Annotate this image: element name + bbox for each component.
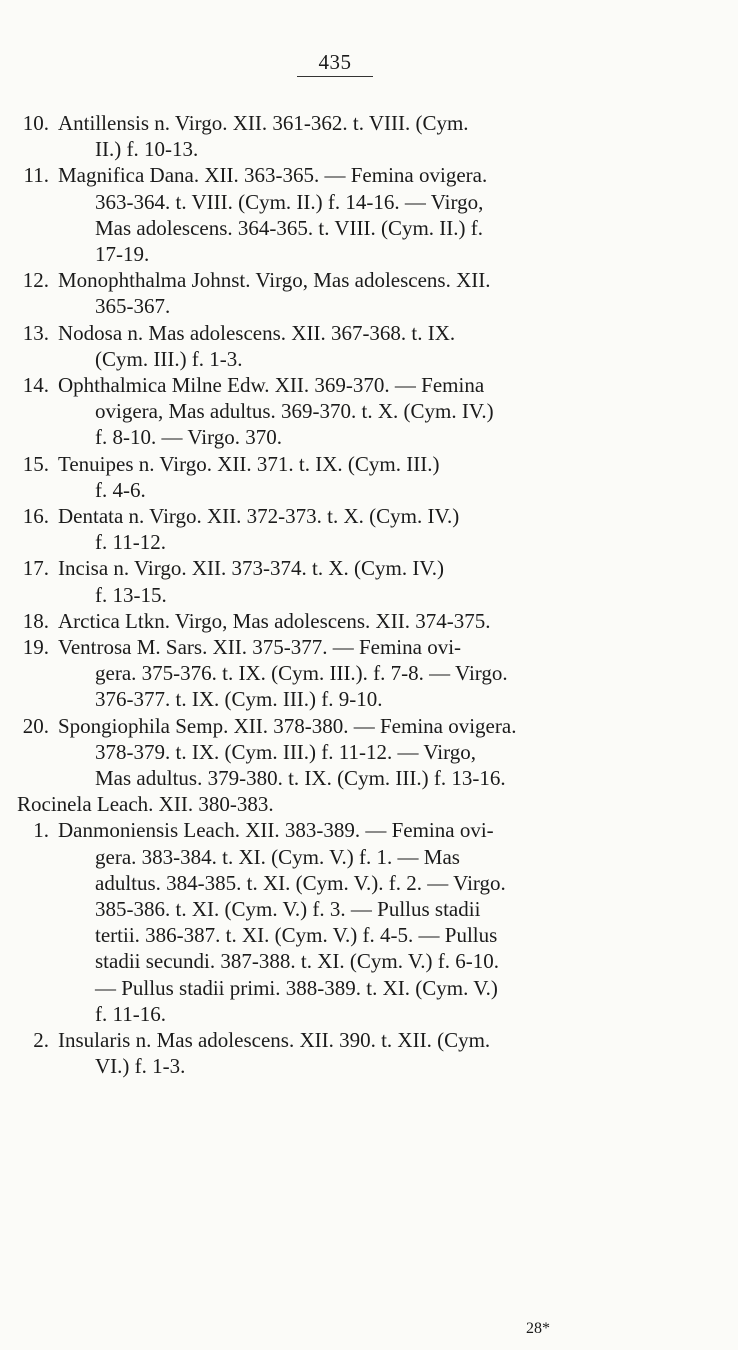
entry-text: Arctica Ltkn. Virgo, Mas adolescens. XII. 374-375. <box>58 608 491 633</box>
entry-text: Ophthalmica Milne Edw. XII. 369-370. — Femina <box>58 373 485 397</box>
entry-text: Spongiophila Semp. XII. 378-380. — Femina ovigera. <box>58 713 517 738</box>
entry-number: 15. <box>22 451 49 476</box>
entry-text: Insularis n. Mas adolescens. XII. 390. t. XII. (Cym. <box>58 1028 491 1052</box>
entry-number: 17. <box>22 556 49 581</box>
entry-continuation: f. 8-10. — Virgo. 370. <box>95 425 282 450</box>
entry-continuation: 376-377. t. IX. (Cym. III.) f. 9-10. <box>95 687 383 712</box>
entry-text: Monophthalma Johnst. Virgo, Mas adolescens. XII. <box>58 268 491 293</box>
entry-number: 1. <box>33 818 49 843</box>
entry-continuation: 365-367. <box>95 294 171 319</box>
entry-continuation: ovigera, Mas adultus. 369-370. t. X. (Cym. IV.) <box>95 399 494 424</box>
entry-continuation: 363-364. t. VIII. (Cym. II.) f. 14-16. — Virgo, <box>95 189 484 214</box>
entry-continuation: f. 4-6. <box>95 477 146 502</box>
entry-continuation: VI.) f. 1-3. <box>95 1054 186 1079</box>
entry-continuation: f. 11-12. <box>95 530 166 555</box>
entry-text: Ventrosa M. Sars. XII. 375-377. — Femina ovi- <box>58 635 462 659</box>
entry-number: 18. <box>22 608 49 633</box>
entry-number: 10. <box>22 111 49 135</box>
entry-number: 20. <box>22 713 49 738</box>
entry-number: 14. <box>22 373 49 397</box>
entry-number: 11. <box>23 163 49 188</box>
entry-number: 16. <box>22 504 49 528</box>
entry-number: 12. <box>22 268 49 293</box>
entry-continuation: adultus. 384-385. t. XI. (Cym. V.). f. 2. — Virgo. <box>95 870 506 895</box>
entry-continuation: II.) f. 10-13. <box>95 137 199 162</box>
entry-continuation: 378-379. t. IX. (Cym. III.) f. 11-12. — Virgo, <box>95 739 476 764</box>
entry-continuation: 385-386. t. XI. (Cym. V.) f. 3. — Pullus stadii <box>95 897 481 921</box>
entry-text: Dentata n. Virgo. XII. 372-373. t. X. (Cym. IV.) <box>58 504 460 528</box>
entry-continuation: Mas adultus. 379-380. t. IX. (Cym. III.) f. 13-16. <box>95 766 506 790</box>
entry-text: Tenuipes n. Virgo. XII. 371. t. IX. (Cym. III.) <box>58 451 440 476</box>
entry-text: Nodosa n. Mas adolescens. XII. 367-368. t. IX. <box>58 320 456 345</box>
entry-continuation: gera. 383-384. t. XI. (Cym. V.) f. 1. — Mas <box>95 844 460 869</box>
entry-continuation: 17-19. <box>95 242 150 266</box>
entry-continuation: (Cym. III.) f. 1-3. <box>95 346 243 371</box>
entry-continuation: stadii secundi. 387-388. t. XI. (Cym. V.) f. 6-10. <box>95 949 500 974</box>
entry-continuation: gera. 375-376. t. IX. (Cym. III.). f. 7-8. — Virgo. <box>95 661 508 686</box>
entry-continuation: Mas adolescens. 364-365. t. VIII. (Cym. II.) f. <box>95 215 484 240</box>
entry-text: Rocinela Leach. XII. 380-383. <box>17 792 274 817</box>
entry-text: Antillensis n. Virgo. XII. 361-362. t. VIII. (Cym. <box>58 111 469 135</box>
entry-continuation: — Pullus stadii primi. 388-389. t. XI. (Cym. V.) <box>95 975 498 1000</box>
entry-text: Incisa n. Virgo. XII. 373-374. t. X. (Cym. IV.) <box>58 556 445 581</box>
entry-continuation: f. 11-16. <box>95 1001 166 1026</box>
entry-number: 13. <box>22 320 49 345</box>
entry-number: 2. <box>33 1028 49 1052</box>
signature-mark: 28* <box>526 1320 550 1337</box>
page-number: 435 <box>318 50 352 74</box>
entry-text: Danmoniensis Leach. XII. 383-389. — Femina ovi- <box>58 818 494 843</box>
entry-number: 19. <box>22 635 49 659</box>
entry-continuation: f. 13-15. <box>95 582 167 607</box>
entry-text: Magnifica Dana. XII. 363-365. — Femina ovigera. <box>58 163 488 188</box>
entry-continuation: tertii. 386-387. t. XI. (Cym. V.) f. 4-5. — Pullus <box>95 923 498 948</box>
page-number-rule <box>297 76 373 77</box>
